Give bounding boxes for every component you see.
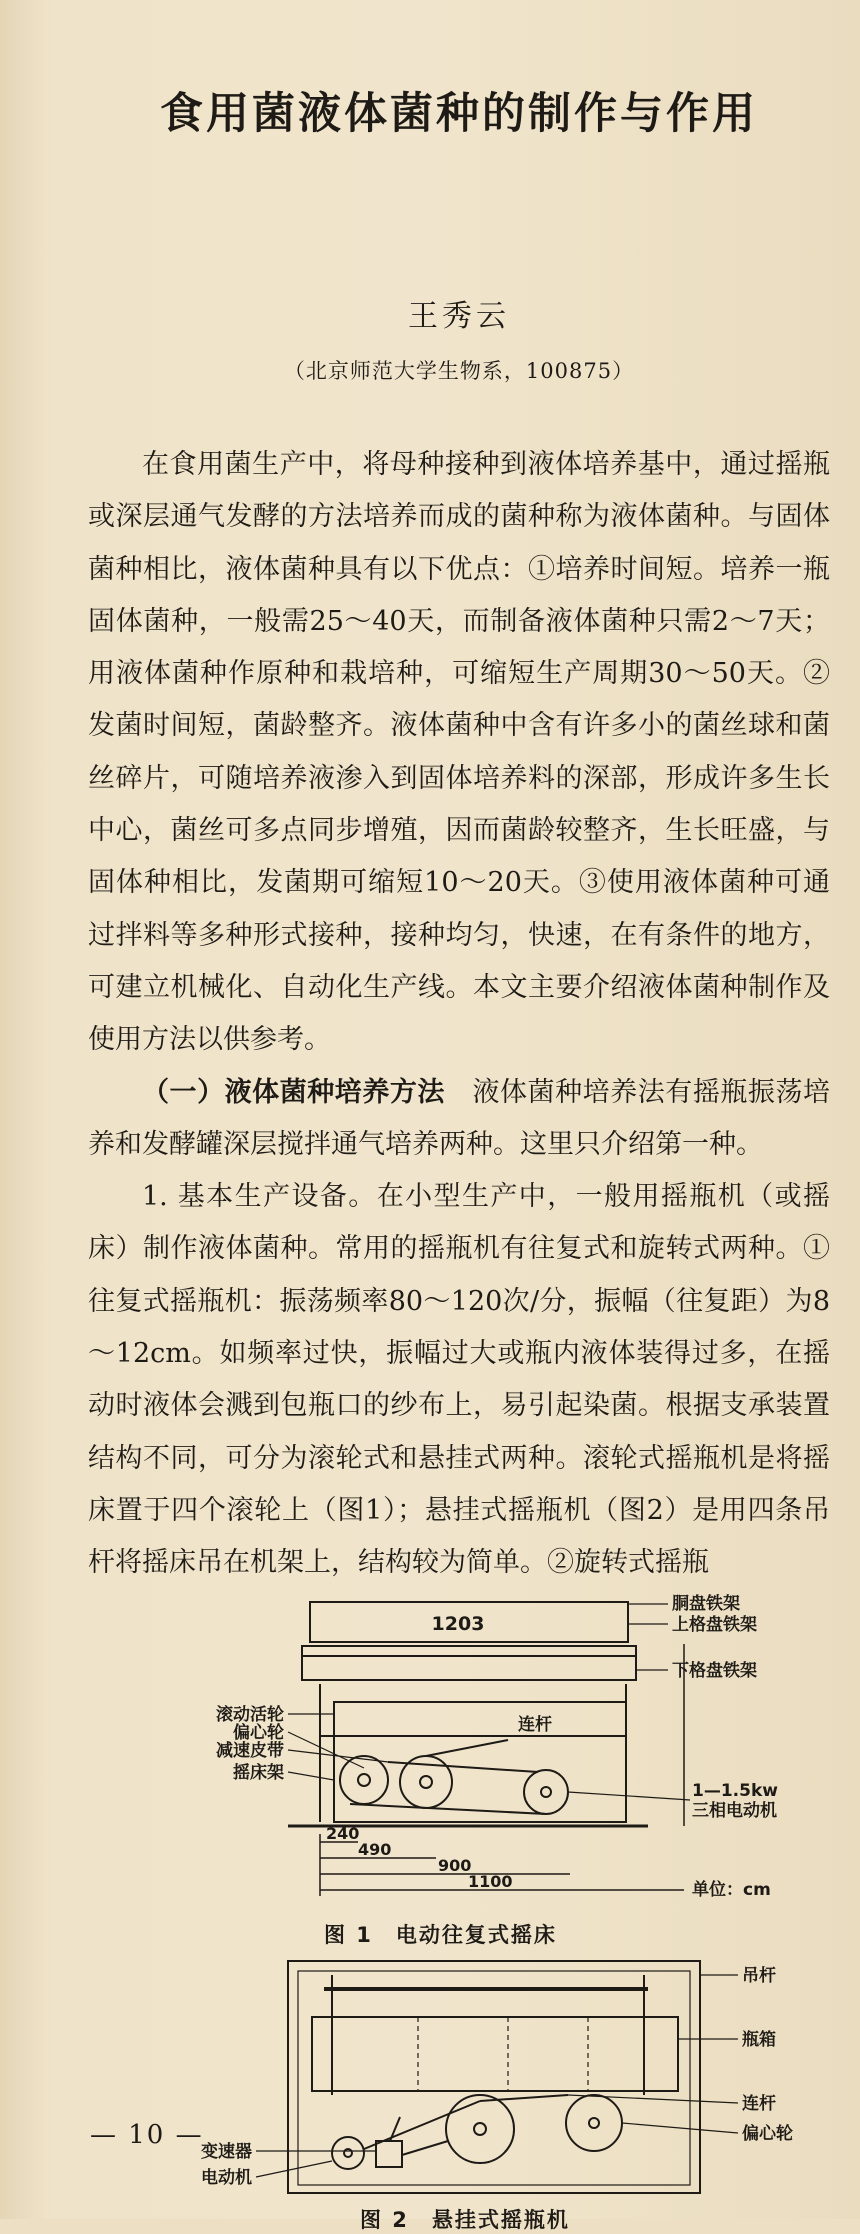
shaker-frame-shape bbox=[334, 1702, 626, 1822]
figure-1-label-upper: 上格盘铁架 bbox=[672, 1614, 757, 1635]
figure-1-label-lower: 下格盘铁架 bbox=[672, 1660, 757, 1681]
figure-2-label-box: 瓶箱 bbox=[742, 2029, 776, 2050]
figure-2-caption: 图 2 悬挂式摇瓶机 bbox=[360, 2207, 570, 2232]
figure-2-label-rod: 连杆 bbox=[742, 2093, 776, 2114]
paragraph-section-1 bbox=[88, 1067, 830, 1172]
figure-1-label-roller: 滚动活轮 bbox=[216, 1704, 284, 1725]
figure-1-dim-width: 1203 bbox=[431, 1612, 485, 1635]
motor-pulley-shape bbox=[332, 2137, 364, 2169]
figure-1-label-rod: 连杆 bbox=[518, 1714, 552, 1735]
figure-2-label-motor: 电动机 bbox=[201, 2167, 252, 2188]
section-heading: （一）液体菌种培养方法 bbox=[142, 1076, 445, 1108]
figure-1-unit: 单位：cm bbox=[692, 1879, 771, 1900]
figure-1-caption: 图 1 电动往复式摇床 bbox=[324, 1922, 557, 1947]
figure-1-dim-240: 240 bbox=[326, 1823, 360, 1843]
author-affiliation: （北京师范大学生物系，100875） bbox=[283, 359, 635, 383]
figure-1-dim-900: 900 bbox=[438, 1855, 472, 1875]
reducer-shape bbox=[376, 2141, 402, 2167]
figure-1-diagram bbox=[88, 1590, 830, 1915]
figure-1-label-power: 1—1.5kw bbox=[692, 1780, 778, 1801]
figure-1-label-frame: 摇床架 bbox=[233, 1762, 284, 1783]
figure-1-label-eccentric: 偏心轮 bbox=[233, 1722, 284, 1743]
page-number: — 10 — bbox=[90, 2120, 204, 2150]
roller-wheel-shape bbox=[340, 1756, 388, 1804]
article-body bbox=[88, 439, 830, 1590]
paragraph-intro: 在食用菌生产中，将母种接种到液体培养基中，通过摇瓶或深层通气发酵的方法培养而成的菌种称为液体菌种。与固体菌种相比，液体菌种具有以下优点：①培养时间短。培养一瓶固体菌种，一般需25～40天，而制备液体菌种只需2～7天；用液体菌种作原种和栽培种，可缩短生产周期30～50天。②发菌时间短，菌龄整齐。液体菌种中含有许多小的菌丝球和菌丝碎片，可随培养液渗入到固体培养料的深部，形成许多生长中心，菌丝可多点同步增殖，因而菌龄较整齐，生长旺盛，与固体种相比，发菌期可缩短10～20天。③使用液体菌种可通过拌料等多种形式接种，接种均匀，快速，在有条件的地方，可建立机械化、自动化生产线。本文主要介绍液体菌种制作及使用方法以供参考。 bbox=[88, 449, 830, 1056]
figure-1-label-tiepan: 胴盘铁架 bbox=[672, 1593, 740, 1614]
figure-2-label-reducer: 变速器 bbox=[201, 2141, 252, 2162]
figure-1-dim-1100: 1100 bbox=[468, 1871, 513, 1891]
bottle-box-shape bbox=[312, 2017, 678, 2091]
article-title: 食用菌液体菌种的制作与作用 bbox=[160, 89, 758, 139]
figure-1 bbox=[88, 1590, 830, 1949]
figure-1-label-motor: 三相电动机 bbox=[692, 1800, 777, 1821]
paragraph-equipment: 1. 基本生产设备。在小型生产中，一般用摇瓶机（或摇床）制作液体菌种。常用的摇瓶机有往复式和旋转式两种。①往复式摇瓶机：振荡频率80～120次/分，振幅（往复距）为8～12cm。如频率过快，振幅过大或瓶内液体装得过多，在摇动时液体会溅到包瓶口的纱布上，易引起染菌。根据支承装置结构不同，可分为滚轮式和悬挂式两种。滚轮式摇瓶机是将摇床置于四个滚轮上（图1）；悬挂式摇瓶机（图2）是用四条吊杆将摇床吊在机架上，结构较为简单。②旋转式摇瓶 bbox=[88, 1181, 830, 1579]
section-text: 液体菌种培养法有摇瓶振荡培养和发酵罐深层搅拌通气培养两种。这里只介绍第一种。 bbox=[88, 1076, 831, 1160]
motor-pulley-shape bbox=[524, 1770, 568, 1814]
figure-2-diagram bbox=[88, 1955, 830, 2200]
eccentric-wheel-shape bbox=[446, 2095, 514, 2163]
figure-2-label-hanger: 吊杆 bbox=[742, 1965, 776, 1986]
figure-1-label-belt: 减速皮带 bbox=[216, 1740, 284, 1761]
figure-2-label-eccentric: 偏心轮 bbox=[742, 2123, 793, 2144]
author-name: 王秀云 bbox=[408, 299, 510, 334]
figure-1-dim-490: 490 bbox=[358, 1839, 392, 1859]
machine-frame-shape bbox=[288, 1961, 700, 2193]
lower-tray-shape bbox=[302, 1646, 636, 1680]
figure-2 bbox=[88, 1955, 830, 2234]
